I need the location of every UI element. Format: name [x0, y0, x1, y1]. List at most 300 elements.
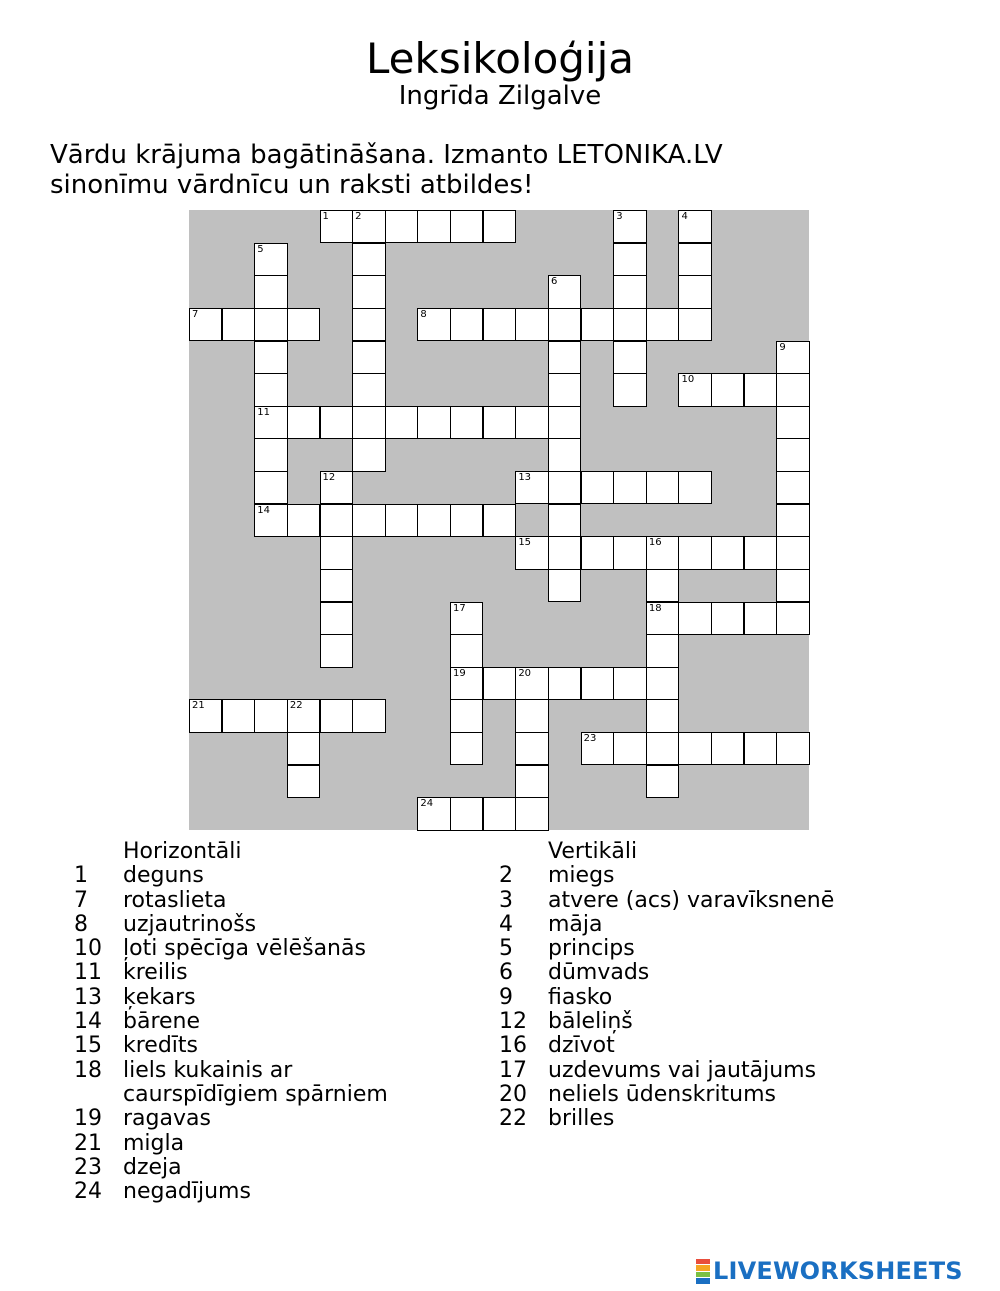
crossword-cell[interactable]	[515, 308, 548, 341]
crossword-cell[interactable]	[646, 308, 679, 341]
crossword-letter-input[interactable]	[712, 537, 743, 568]
crossword-letter-input[interactable]	[647, 700, 678, 731]
crossword-cell[interactable]	[417, 406, 450, 439]
crossword-letter-input[interactable]	[647, 733, 678, 764]
crossword-letter-input[interactable]	[647, 570, 678, 601]
crossword-letter-input[interactable]	[679, 309, 710, 340]
crossword-letter-input[interactable]	[549, 505, 580, 536]
crossword-letter-input[interactable]	[451, 798, 482, 829]
clue-number-label: 6	[550, 276, 558, 288]
crossword-cell[interactable]	[352, 210, 385, 243]
crossword-letter-input[interactable]	[647, 766, 678, 797]
crossword-cell[interactable]	[483, 504, 516, 537]
crossword-cell[interactable]	[646, 732, 679, 765]
crossword-cell[interactable]	[776, 406, 809, 439]
crossword-cell[interactable]	[613, 667, 646, 700]
crossword-letter-input[interactable]	[777, 733, 808, 764]
crossword-letter-input[interactable]	[516, 472, 547, 503]
crossword-cell[interactable]	[548, 504, 581, 537]
crossword-letter-input[interactable]	[745, 733, 776, 764]
crossword-letter-input[interactable]	[386, 407, 417, 438]
crossword-cell[interactable]	[776, 732, 809, 765]
clue-number-label: 4	[681, 211, 688, 222]
crossword-letter-input[interactable]	[777, 342, 808, 373]
crossword-letter-input[interactable]	[712, 733, 743, 764]
crossword-cell[interactable]	[417, 504, 450, 537]
crossword-cell[interactable]	[548, 275, 581, 308]
crossword-letter-input[interactable]	[321, 537, 352, 568]
crossword-letter-input[interactable]	[549, 276, 580, 307]
crossword-cell[interactable]	[678, 243, 711, 276]
crossword-letter-input[interactable]	[451, 700, 482, 731]
crossword-cell[interactable]	[352, 243, 385, 276]
crossword-cell[interactable]	[711, 732, 744, 765]
crossword-cell[interactable]	[711, 602, 744, 635]
crossword-cell[interactable]	[678, 373, 711, 406]
crossword-cell[interactable]	[548, 569, 581, 602]
crossword-cell[interactable]	[515, 667, 548, 700]
clue-number: 9	[499, 984, 513, 1010]
crossword-letter-input[interactable]	[614, 668, 645, 699]
crossword-cell[interactable]	[581, 471, 614, 504]
crossword-letter-input[interactable]	[516, 798, 547, 829]
crossword-cell[interactable]	[417, 308, 450, 341]
crossword-cell[interactable]	[483, 406, 516, 439]
crossword-cell[interactable]	[613, 210, 646, 243]
crossword-letter-input[interactable]	[614, 211, 645, 242]
crossword-cell[interactable]	[450, 210, 483, 243]
crossword-cell[interactable]	[287, 504, 320, 537]
crossword-letter-input[interactable]	[777, 505, 808, 536]
crossword-cell[interactable]	[352, 275, 385, 308]
crossword-cell[interactable]	[776, 341, 809, 374]
crossword-letter-input[interactable]	[712, 374, 743, 405]
crossword-letter-input[interactable]	[321, 635, 352, 666]
crossword-letter-input[interactable]	[321, 211, 352, 242]
crossword-letter-input[interactable]	[614, 244, 645, 275]
crossword-letter-input[interactable]	[190, 700, 221, 731]
crossword-letter-input[interactable]	[288, 309, 319, 340]
crossword-letter-input[interactable]	[777, 472, 808, 503]
crossword-cell[interactable]	[646, 602, 679, 635]
crossword-letter-input[interactable]	[614, 537, 645, 568]
crossword-cell[interactable]	[450, 634, 483, 667]
crossword-cell[interactable]	[254, 504, 287, 537]
crossword-cell[interactable]	[254, 243, 287, 276]
crossword-cell[interactable]	[189, 308, 222, 341]
clue-number: 3	[499, 887, 513, 913]
clue-number-label: 9	[779, 341, 786, 353]
crossword-letter-input[interactable]	[582, 309, 613, 340]
crossword-cell[interactable]	[548, 373, 581, 406]
crossword-letter-input[interactable]	[679, 276, 710, 307]
crossword-letter-input[interactable]	[777, 603, 808, 634]
crossword-letter-input[interactable]	[451, 505, 482, 536]
crossword-letter-input[interactable]	[549, 342, 580, 373]
crossword-cell[interactable]	[581, 732, 614, 765]
crossword-letter-input[interactable]	[777, 407, 808, 438]
crossword-cell[interactable]	[254, 308, 287, 341]
crossword-cell[interactable]	[320, 634, 353, 667]
crossword-letter-input[interactable]	[777, 374, 808, 405]
crossword-letter-input[interactable]	[516, 407, 547, 438]
crossword-letter-input[interactable]	[321, 407, 352, 438]
down-clue	[499, 986, 879, 1010]
clue-number: 23	[74, 1154, 102, 1180]
crossword-cell[interactable]	[646, 667, 679, 700]
crossword-cell[interactable]	[287, 699, 320, 732]
crossword-cell[interactable]	[352, 373, 385, 406]
crossword-letter-input[interactable]	[418, 505, 449, 536]
crossword-letter-input[interactable]	[647, 472, 678, 503]
crossword-cell[interactable]	[711, 536, 744, 569]
crossword-cell[interactable]	[548, 438, 581, 471]
clue-text: rotaslieta	[123, 887, 227, 913]
crossword-letter-input[interactable]	[321, 570, 352, 601]
crossword-cell[interactable]	[613, 732, 646, 765]
crossword-cell[interactable]	[254, 471, 287, 504]
clue-number-label: 16	[648, 537, 662, 549]
across-clue	[74, 1180, 434, 1204]
crossword-letter-input[interactable]	[745, 374, 776, 405]
crossword-letter-input[interactable]	[549, 309, 580, 340]
crossword-letter-input[interactable]	[255, 244, 286, 275]
crossword-letter-input[interactable]	[353, 309, 384, 340]
crossword-cell[interactable]	[515, 732, 548, 765]
crossword-cell[interactable]	[646, 765, 679, 798]
crossword-letter-input[interactable]	[679, 211, 710, 242]
crossword-cell[interactable]	[352, 308, 385, 341]
crossword-cell[interactable]	[744, 373, 777, 406]
crossword-letter-input[interactable]	[614, 309, 645, 340]
crossword-cell[interactable]	[254, 406, 287, 439]
crossword-cell[interactable]	[450, 699, 483, 732]
crossword-cell[interactable]	[646, 634, 679, 667]
crossword-letter-input[interactable]	[647, 668, 678, 699]
logo-stripe	[696, 1265, 710, 1271]
crossword-letter-input[interactable]	[516, 766, 547, 797]
crossword-letter-input[interactable]	[582, 668, 613, 699]
crossword-cell[interactable]	[320, 504, 353, 537]
crossword-letter-input[interactable]	[321, 472, 352, 503]
crossword-letter-input[interactable]	[614, 374, 645, 405]
crossword-letter-input[interactable]	[451, 635, 482, 666]
crossword-letter-input[interactable]	[451, 733, 482, 764]
crossword-cell[interactable]	[417, 210, 450, 243]
crossword-cell[interactable]	[548, 471, 581, 504]
crossword-letter-input[interactable]	[679, 244, 710, 275]
crossword-cell[interactable]	[776, 602, 809, 635]
crossword-letter-input[interactable]	[321, 505, 352, 536]
crossword-letter-input[interactable]	[549, 570, 580, 601]
crossword-cell[interactable]	[744, 732, 777, 765]
crossword-letter-input[interactable]	[288, 700, 319, 731]
crossword-cell[interactable]	[678, 308, 711, 341]
crossword-cell[interactable]	[222, 308, 255, 341]
crossword-cell[interactable]	[678, 732, 711, 765]
crossword-cell[interactable]	[320, 699, 353, 732]
crossword-cell[interactable]	[385, 504, 418, 537]
crossword-letter-input[interactable]	[549, 374, 580, 405]
crossword-letter-input[interactable]	[516, 309, 547, 340]
crossword-cell[interactable]	[189, 699, 222, 732]
crossword-cell[interactable]	[548, 667, 581, 700]
crossword-cell[interactable]	[320, 536, 353, 569]
crossword-cell[interactable]	[678, 471, 711, 504]
clue-text: ragavas	[123, 1106, 211, 1132]
crossword-cell[interactable]	[515, 765, 548, 798]
crossword-letter-input[interactable]	[418, 211, 449, 242]
crossword-letter-input[interactable]	[353, 211, 384, 242]
crossword-cell[interactable]	[711, 373, 744, 406]
clue-number-label: 3	[616, 211, 623, 222]
crossword-letter-input[interactable]	[549, 472, 580, 503]
crossword-cell[interactable]	[287, 308, 320, 341]
crossword-cell[interactable]	[776, 373, 809, 406]
crossword-cell[interactable]	[776, 569, 809, 602]
crossword-letter-input[interactable]	[647, 309, 678, 340]
crossword-letter-input[interactable]	[582, 472, 613, 503]
crossword-cell[interactable]	[515, 536, 548, 569]
crossword-cell[interactable]	[613, 471, 646, 504]
crossword-letter-input[interactable]	[484, 668, 515, 699]
crossword-letter-input[interactable]	[777, 570, 808, 601]
crossword-cell[interactable]	[254, 275, 287, 308]
crossword-cell[interactable]	[254, 341, 287, 374]
crossword-letter-input[interactable]	[255, 374, 286, 405]
crossword-cell[interactable]	[646, 569, 679, 602]
crossword-cell[interactable]	[646, 536, 679, 569]
crossword-cell[interactable]	[450, 406, 483, 439]
crossword-cell[interactable]	[678, 275, 711, 308]
clue-number: 1	[74, 863, 88, 889]
crossword-cell[interactable]	[352, 406, 385, 439]
crossword-letter-input[interactable]	[255, 505, 286, 536]
crossword-letter-input[interactable]	[614, 276, 645, 307]
across-clue	[74, 1132, 434, 1156]
crossword-cell[interactable]	[678, 210, 711, 243]
crossword-letter-input[interactable]	[418, 407, 449, 438]
crossword-cell[interactable]	[254, 438, 287, 471]
crossword-cell[interactable]	[515, 797, 548, 830]
crossword-cell[interactable]	[613, 341, 646, 374]
crossword-cell[interactable]	[744, 602, 777, 635]
crossword-letter-input[interactable]	[484, 505, 515, 536]
crossword-letter-input[interactable]	[549, 537, 580, 568]
across-clue	[74, 1059, 434, 1108]
crossword-cell[interactable]	[515, 699, 548, 732]
crossword-letter-input[interactable]	[484, 407, 515, 438]
clue-text: princips	[548, 936, 635, 962]
crossword-letter-input[interactable]	[614, 733, 645, 764]
crossword-letter-input[interactable]	[451, 668, 482, 699]
crossword-letter-input[interactable]	[516, 537, 547, 568]
crossword-cell[interactable]	[352, 504, 385, 537]
crossword-cell[interactable]	[581, 667, 614, 700]
crossword-letter-input[interactable]	[190, 309, 221, 340]
crossword-letter-input[interactable]	[582, 537, 613, 568]
crossword-letter-input[interactable]	[255, 700, 286, 731]
crossword-cell[interactable]	[352, 438, 385, 471]
crossword-letter-input[interactable]	[288, 733, 319, 764]
crossword-cell[interactable]	[678, 602, 711, 635]
clue-number-label: 19	[453, 667, 466, 679]
crossword-letter-input[interactable]	[418, 309, 449, 340]
crossword-letter-input[interactable]	[353, 276, 384, 307]
crossword-letter-input[interactable]	[777, 439, 808, 470]
crossword-letter-input[interactable]	[712, 603, 743, 634]
crossword-cell[interactable]	[450, 667, 483, 700]
crossword-letter-input[interactable]	[549, 668, 580, 699]
crossword-letter-input[interactable]	[516, 733, 547, 764]
crossword-cell[interactable]	[222, 699, 255, 732]
crossword-letter-input[interactable]	[255, 407, 286, 438]
crossword-letter-input[interactable]	[549, 439, 580, 470]
crossword-cell[interactable]	[613, 373, 646, 406]
crossword-letter-input[interactable]	[679, 374, 710, 405]
crossword-cell[interactable]	[581, 536, 614, 569]
down-clue	[499, 1034, 879, 1058]
crossword-cell[interactable]	[287, 406, 320, 439]
crossword-cell[interactable]	[776, 504, 809, 537]
crossword-letter-input[interactable]	[353, 700, 384, 731]
crossword-cell[interactable]	[776, 438, 809, 471]
crossword-letter-input[interactable]	[353, 439, 384, 470]
crossword-letter-input[interactable]	[255, 276, 286, 307]
crossword-letter-input[interactable]	[647, 603, 678, 634]
crossword-letter-input[interactable]	[353, 244, 384, 275]
crossword-cell[interactable]	[450, 797, 483, 830]
crossword-letter-input[interactable]	[451, 603, 482, 634]
down-clue	[499, 1010, 879, 1034]
clue-text: migla	[123, 1130, 185, 1156]
clue-number: 16	[499, 1033, 527, 1059]
crossword-cell[interactable]	[450, 504, 483, 537]
crossword-letter-input[interactable]	[614, 472, 645, 503]
clue-number: 6	[499, 960, 513, 986]
crossword-cell[interactable]	[548, 406, 581, 439]
clue-text: dzīvot	[548, 1033, 615, 1059]
crossword-cell[interactable]	[678, 536, 711, 569]
crossword-letter-input[interactable]	[255, 342, 286, 373]
crossword-letter-input[interactable]	[353, 505, 384, 536]
crossword-cell[interactable]	[450, 308, 483, 341]
crossword-letter-input[interactable]	[353, 342, 384, 373]
crossword-cell[interactable]	[613, 308, 646, 341]
crossword-letter-input[interactable]	[647, 635, 678, 666]
crossword-cell[interactable]	[352, 341, 385, 374]
clue-number: 10	[74, 936, 102, 962]
crossword-cell[interactable]	[417, 797, 450, 830]
crossword-letter-input[interactable]	[288, 766, 319, 797]
crossword-letter-input[interactable]	[255, 309, 286, 340]
crossword-cell[interactable]	[483, 308, 516, 341]
crossword-cell[interactable]	[385, 406, 418, 439]
crossword-letter-input[interactable]	[223, 700, 254, 731]
crossword-cell[interactable]	[320, 471, 353, 504]
crossword-letter-input[interactable]	[484, 798, 515, 829]
crossword-cell[interactable]	[581, 308, 614, 341]
crossword-letter-input[interactable]	[255, 439, 286, 470]
crossword-letter-input[interactable]	[516, 668, 547, 699]
crossword-letter-input[interactable]	[288, 407, 319, 438]
crossword-letter-input[interactable]	[451, 309, 482, 340]
crossword-cell[interactable]	[254, 699, 287, 732]
crossword-cell[interactable]	[776, 536, 809, 569]
crossword-cell[interactable]	[483, 667, 516, 700]
crossword-letter-input[interactable]	[679, 603, 710, 634]
crossword-cell[interactable]	[320, 569, 353, 602]
crossword-cell[interactable]	[515, 406, 548, 439]
crossword-letter-input[interactable]	[745, 603, 776, 634]
crossword-letter-input[interactable]	[321, 603, 352, 634]
clue-text: neliels ūdenskritums	[548, 1081, 777, 1107]
crossword-letter-input[interactable]	[647, 537, 678, 568]
crossword-cell[interactable]	[613, 243, 646, 276]
crossword-cell[interactable]	[548, 341, 581, 374]
crossword-letter-input[interactable]	[451, 407, 482, 438]
crossword-cell[interactable]	[548, 536, 581, 569]
crossword-cell[interactable]	[483, 210, 516, 243]
page-title: Leksikoloģija	[366, 34, 634, 83]
crossword-letter-input[interactable]	[679, 472, 710, 503]
crossword-letter-input[interactable]	[386, 505, 417, 536]
crossword-cell[interactable]	[352, 699, 385, 732]
crossword-cell[interactable]	[320, 406, 353, 439]
crossword-letter-input[interactable]	[386, 211, 417, 242]
crossword-letter-input[interactable]	[614, 342, 645, 373]
crossword-cell[interactable]	[548, 308, 581, 341]
crossword-cell[interactable]	[613, 275, 646, 308]
crossword-letter-input[interactable]	[549, 407, 580, 438]
crossword-cell[interactable]	[450, 602, 483, 635]
crossword-letter-input[interactable]	[484, 211, 515, 242]
crossword-cell[interactable]	[254, 373, 287, 406]
crossword-letter-input[interactable]	[679, 733, 710, 764]
crossword-cell[interactable]	[483, 797, 516, 830]
crossword-cell[interactable]	[450, 732, 483, 765]
crossword-letter-input[interactable]	[223, 309, 254, 340]
crossword-letter-input[interactable]	[353, 374, 384, 405]
crossword-cell[interactable]	[320, 210, 353, 243]
down-clue	[499, 913, 879, 937]
crossword-letter-input[interactable]	[353, 407, 384, 438]
crossword-letter-input[interactable]	[451, 211, 482, 242]
crossword-cell[interactable]	[320, 602, 353, 635]
crossword-letter-input[interactable]	[321, 700, 352, 731]
crossword-cell[interactable]	[744, 536, 777, 569]
crossword-letter-input[interactable]	[745, 537, 776, 568]
crossword-cell[interactable]	[646, 699, 679, 732]
crossword-letter-input[interactable]	[679, 537, 710, 568]
crossword-letter-input[interactable]	[516, 700, 547, 731]
crossword-letter-input[interactable]	[777, 537, 808, 568]
crossword-cell[interactable]	[515, 471, 548, 504]
crossword-letter-input[interactable]	[418, 798, 449, 829]
crossword-cell[interactable]	[287, 732, 320, 765]
clue-number-label: 5	[257, 243, 264, 255]
crossword-cell[interactable]	[613, 536, 646, 569]
crossword-cell[interactable]	[385, 210, 418, 243]
crossword-cell[interactable]	[646, 471, 679, 504]
crossword-cell[interactable]	[776, 471, 809, 504]
crossword-letter-input[interactable]	[255, 472, 286, 503]
crossword-letter-input[interactable]	[582, 733, 613, 764]
across-heading: Horizontāli	[123, 839, 242, 864]
crossword-letter-input[interactable]	[484, 309, 515, 340]
crossword-cell[interactable]	[287, 765, 320, 798]
crossword-letter-input[interactable]	[288, 505, 319, 536]
